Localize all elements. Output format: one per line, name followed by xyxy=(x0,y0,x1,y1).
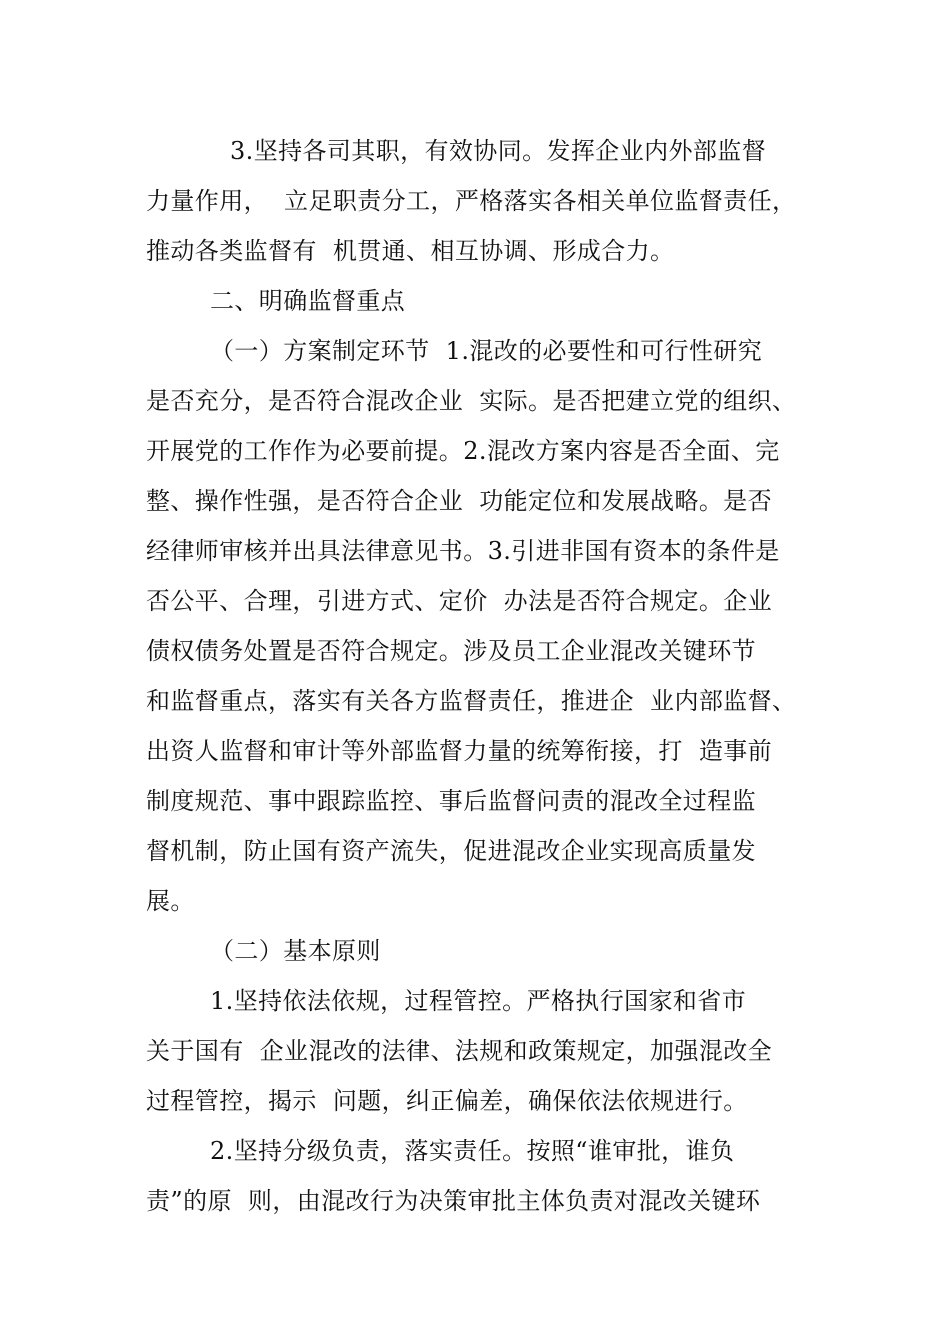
text-line: 推动各类监督有 机贯通、相互协调、形成合力。 xyxy=(146,237,675,265)
text-line: （一）方案制定环节 1.混改的必要性和可行性研究 xyxy=(210,337,763,365)
text-line: 力量作用， 立足职责分工，严格落实各相关单位监督责任， xyxy=(146,187,797,215)
text-line: 债权债务处置是否符合规定。涉及员工企业混改关键环节 xyxy=(146,637,756,665)
text-line: 整、操作性强，是否符合企业 功能定位和发展战略。是否 xyxy=(146,487,773,515)
text-line: 督机制，防止国有资产流失，促进混改企业实现高质量发 xyxy=(146,837,756,865)
subsection-heading: （二）基本原则 xyxy=(210,937,381,965)
section-heading: 二、明确监督重点 xyxy=(210,287,406,315)
text-line: 过程管控，揭示 问题，纠正偏差，确保依法依规进行。 xyxy=(146,1087,748,1115)
text-line: 展。 xyxy=(146,887,195,915)
text-line: 和监督重点，落实有关各方监督责任，推进企 业内部监督、 xyxy=(146,687,797,715)
text-line: 1.坚持依法依规，过程管控。严格执行国家和省市 xyxy=(210,987,747,1015)
text-line: 开展党的工作作为必要前提。2.混改方案内容是否全面、完 xyxy=(146,437,780,465)
text-line: 关于国有 企业混改的法律、法规和政策规定，加强混改全 xyxy=(146,1037,773,1065)
text-line: 2.坚持分级负责，落实责任。按照“谁审批，谁负 xyxy=(210,1137,735,1165)
text-line: 责”的原 则，由混改行为决策审批主体负责对混改关键环 xyxy=(146,1187,761,1215)
text-line: 制度规范、事中跟踪监控、事后监督问责的混改全过程监 xyxy=(146,787,756,815)
text-line: 经律师审核并出具法律意见书。3.引进非国有资本的条件是 xyxy=(146,537,780,565)
text-line: 3.坚持各司其职，有效协同。发挥企业内外部监督 xyxy=(230,137,767,165)
text-line: 否公平、合理，引进方式、定价 办法是否符合规定。企业 xyxy=(146,587,773,615)
text-line: 是否充分，是否符合混改企业 实际。是否把建立党的组织、 xyxy=(146,387,797,415)
text-line: 出资人监督和审计等外部监督力量的统筹衔接，打 造事前 xyxy=(146,737,773,765)
